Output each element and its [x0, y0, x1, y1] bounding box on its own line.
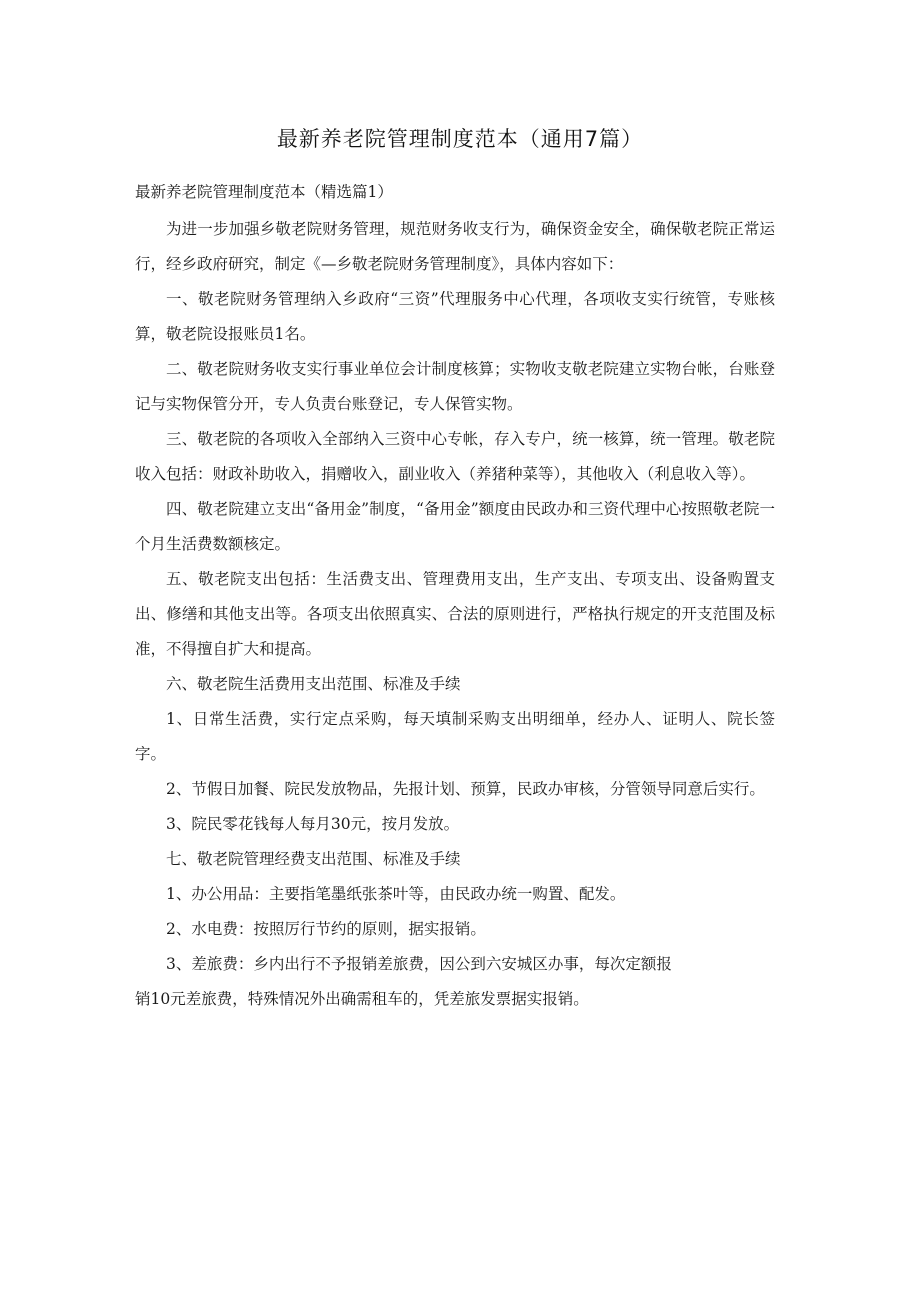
paragraph-2: 二、敬老院财务收支实行事业单位会计制度核算；实物收支敬老院建立实物台帐，台账登记与实物保管分开，专人负责台账登记，专人保管实物。	[135, 360, 775, 413]
paragraph-6: 六、敬老院生活费用支出范围、标准及手续	[166, 675, 461, 693]
paragraph-5: 五、敬老院支出包括：生活费支出、管理费用支出，生产支出、专项支出、设备购置支出、修缮和其他支出等。各项支出依照真实、合法的原则进行，严格执行规定的开支范围及标准，不得擅自扩大和提高。	[135, 570, 775, 658]
paragraph-4: 四、敬老院建立支出“备用金”制度，“备用金”额度由民政办和三资代理中心按照敬老院一个月生活费数额核定。	[135, 500, 775, 553]
paragraph-1: 一、敬老院财务管理纳入乡政府“三资”代理服务中心代理，各项收支实行统管，专账核算，敬老院设报账员1名。	[135, 290, 775, 343]
document-title: 最新养老院管理制度范本（通用7篇）	[276, 127, 644, 151]
paragraph-7-1: 1、办公用品：主要指笔墨纸张茶叶等，由民政办统一购置、配发。	[166, 885, 626, 903]
paragraph-7: 七、敬老院管理经费支出范围、标准及手续	[166, 850, 461, 868]
paragraph-7-2: 2、水电费：按照厉行节约的原则，据实报销。	[166, 920, 486, 938]
paragraph-3: 三、敬老院的各项收入全部纳入三资中心专帐，存入专户，统一核算，统一管理。敬老院收入包括：财政补助收入，捐赠收入，副业收入（养猪种菜等），其他收入（利息收入等）。	[135, 430, 775, 483]
paragraph-7-3-line-2: 销10元差旅费，特殊情况外出确需租车的，凭差旅发票据实报销。	[135, 990, 589, 1008]
paragraph-intro: 为进一步加强乡敬老院财务管理，规范财务收支行为，确保资金安全，确保敬老院正常运行，经乡政府研究，制定《—乡敬老院财务管理制度》，具体内容如下：	[135, 220, 775, 273]
document-body	[135, 178, 775, 1017]
section-subtitle: 最新养老院管理制度范本（精选篇1）	[135, 183, 393, 201]
paragraph-7-3-line-1: 3、差旅费：乡内出行不予报销差旅费，因公到六安城区办事，每次定额报	[166, 955, 672, 973]
paragraph-6-3: 3、院民零花钱每人每月30元，按月发放。	[166, 815, 460, 833]
paragraph-6-2: 2、节假日加餐、院民发放物品，先报计划、预算，民政办审核，分管领导同意后实行。	[166, 780, 765, 798]
paragraph-6-1: 1、日常生活费，实行定点采购，每天填制采购支出明细单，经办人、证明人、院长签字。	[135, 710, 775, 763]
